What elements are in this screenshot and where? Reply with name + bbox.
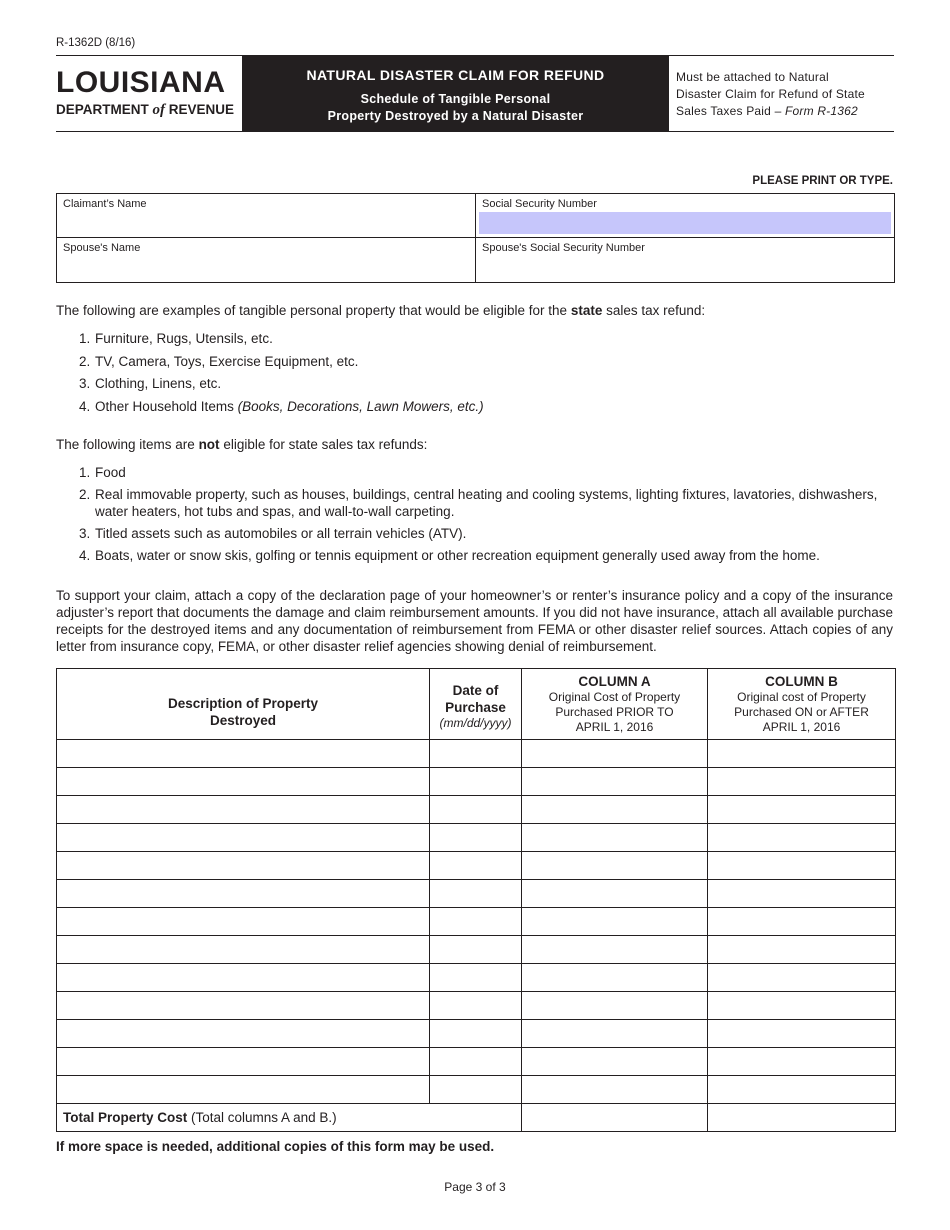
list-item: 4. Other Household Items (Books, Decorations, Lawn Mowers, etc.) [79,398,484,414]
description-cell[interactable] [57,992,430,1020]
title-box [242,56,669,132]
column-a-cell[interactable] [522,936,708,964]
ssn-label: Social Security Number [482,198,597,210]
date-cell[interactable] [430,908,522,936]
description-cell[interactable] [57,768,430,796]
description-cell[interactable] [57,852,430,880]
table-row [57,964,896,992]
spouse-name-field[interactable] [57,238,476,282]
spouse-ssn-label: Spouse's Social Security Number [482,242,645,254]
form-title: NATURAL DISASTER CLAIM FOR REFUND [306,67,605,83]
logo-department: DEPARTMENT of REVENUE [56,102,235,118]
description-cell[interactable] [57,740,430,768]
table-row [57,1076,896,1104]
column-a-cell[interactable] [522,796,708,824]
table-row [57,1020,896,1048]
eligible-intro: The following are examples of tangible personal property that would be eligible for the state sales tax refund: [56,303,706,318]
list-item: 2. Real immovable property, such as houses, buildings, central heating and cooling systems, lighting fixtures, lavatories, dishwashers, water heaters, hot tubs and spas, and wall-to-wall carpeting. [79,487,878,519]
column-a-cell[interactable] [522,768,708,796]
list-item: 3. Titled assets such as automobiles or all terrain vehicles (ATV). [79,526,467,541]
list-item: 1. Food [79,465,126,480]
date-cell[interactable] [430,992,522,1020]
column-a-cell[interactable] [522,1076,708,1104]
logo-state: LOUISIANA [56,66,226,99]
claimant-name-label: Claimant’s Name [63,198,147,210]
col-date-header: Date of Purchase (mm/dd/yyyy) [430,669,522,740]
spouse-ssn-field[interactable] [476,238,894,282]
claimant-name-field[interactable] [57,194,476,238]
louisiana-revenue-logo [56,56,242,132]
column-b-cell[interactable] [708,1048,896,1076]
form-id: R-1362D (8/16) [56,37,136,49]
column-b-cell[interactable] [708,852,896,880]
support-instructions: To support your claim, attach a copy of the declaration page of your homeowner’s or renter’s insurance policy and a copy of the insurance adjuster’s report that documents the damage and claim reimbursement amounts. If you did not have insurance, attach all available purchase receipts for the destroyed items and any documentation of reimbursement from FEMA or other disaster relief sources. Attach copies of any letter from insurance copy, FEMA, or other disaster relief agencies showing denial of reimbursement. [56,588,893,654]
date-cell[interactable] [430,824,522,852]
column-a-cell[interactable] [522,740,708,768]
date-cell[interactable] [430,1020,522,1048]
table-row [57,768,896,796]
table-row [57,1048,896,1076]
date-cell[interactable] [430,796,522,824]
column-a-cell[interactable] [522,964,708,992]
column-a-cell[interactable] [522,1020,708,1048]
column-b-cell[interactable] [708,1076,896,1104]
more-space-note: If more space is needed, additional copies of this form may be used. [56,1139,495,1154]
spouse-name-label: Spouse's Name [63,242,141,254]
column-a-cell[interactable] [522,880,708,908]
description-cell[interactable] [57,796,430,824]
col-description-header: Description of Property Destroyed [57,669,430,740]
column-a-cell[interactable] [522,824,708,852]
ineligible-intro: The following items are not eligible for state sales tax refunds: [56,437,428,452]
list-item: 1. Furniture, Rugs, Utensils, etc. [79,331,273,346]
table-row [57,992,896,1020]
column-b-cell[interactable] [708,796,896,824]
total-label: Total Property Cost (Total columns A and B.) [57,1104,522,1132]
form-reference: Form R-1362 [784,104,858,118]
column-a-cell[interactable] [522,992,708,1020]
description-cell[interactable] [57,1076,430,1104]
col-b-header: COLUMN B Original cost of Property Purchased ON or AFTER APRIL 1, 2016 [708,669,896,740]
table-row [57,796,896,824]
col-a-header: COLUMN A Original Cost of Property Purchased PRIOR TO APRIL 1, 2016 [522,669,708,740]
table-row [57,740,896,768]
description-cell[interactable] [57,936,430,964]
table-row [57,852,896,880]
total-column-a[interactable] [522,1104,708,1132]
column-a-cell[interactable] [522,1048,708,1076]
list-item: 2. TV, Camera, Toys, Exercise Equipment, etc. [79,353,359,369]
date-cell[interactable] [430,880,522,908]
description-cell[interactable] [57,824,430,852]
eligible-list [79,330,895,415]
ssn-cell [476,194,894,238]
date-cell[interactable] [430,768,522,796]
table-row [57,908,896,936]
attachment-note: Must be attached to Natural Disaster Claim for Refund of State Sales Taxes Paid – Form R-1362 [676,70,865,118]
column-b-cell[interactable] [708,908,896,936]
description-cell[interactable] [57,1048,430,1076]
date-cell[interactable] [430,740,522,768]
date-cell[interactable] [430,852,522,880]
table-row [57,824,896,852]
description-cell[interactable] [57,880,430,908]
table-header-row [57,669,896,740]
print-instruction: PLEASE PRINT OR TYPE. [752,175,893,187]
total-column-b[interactable] [708,1104,896,1132]
claimant-info-section [56,193,895,283]
form-header [56,55,894,132]
column-b-cell[interactable] [708,936,896,964]
column-b-cell[interactable] [708,964,896,992]
column-a-cell[interactable] [522,908,708,936]
description-cell[interactable] [57,1020,430,1048]
property-table [56,668,896,1132]
column-a-cell[interactable] [522,852,708,880]
total-row [57,1104,896,1132]
column-b-cell[interactable] [708,880,896,908]
form-subtitle: Schedule of Tangible Personal Property Destroyed by a Natural Disaster [327,92,584,123]
ssn-input[interactable] [479,212,891,234]
date-cell[interactable] [430,1076,522,1104]
column-b-cell[interactable] [708,824,896,852]
description-cell[interactable] [57,964,430,992]
ineligible-list [79,464,895,564]
description-cell[interactable] [57,908,430,936]
page-number: Page 3 of 3 [444,1180,506,1194]
column-b-cell[interactable] [708,992,896,1020]
table-row [57,936,896,964]
column-b-cell[interactable] [708,740,896,768]
column-b-cell[interactable] [708,1020,896,1048]
list-item: 3. Clothing, Linens, etc. [79,376,222,391]
date-cell[interactable] [430,1048,522,1076]
date-cell[interactable] [430,964,522,992]
table-row [57,880,896,908]
list-item: 4. Boats, water or snow skis, golfing or tennis equipment or other recreation equipment generally used away from the home. [79,548,820,563]
column-b-cell[interactable] [708,768,896,796]
date-cell[interactable] [430,936,522,964]
